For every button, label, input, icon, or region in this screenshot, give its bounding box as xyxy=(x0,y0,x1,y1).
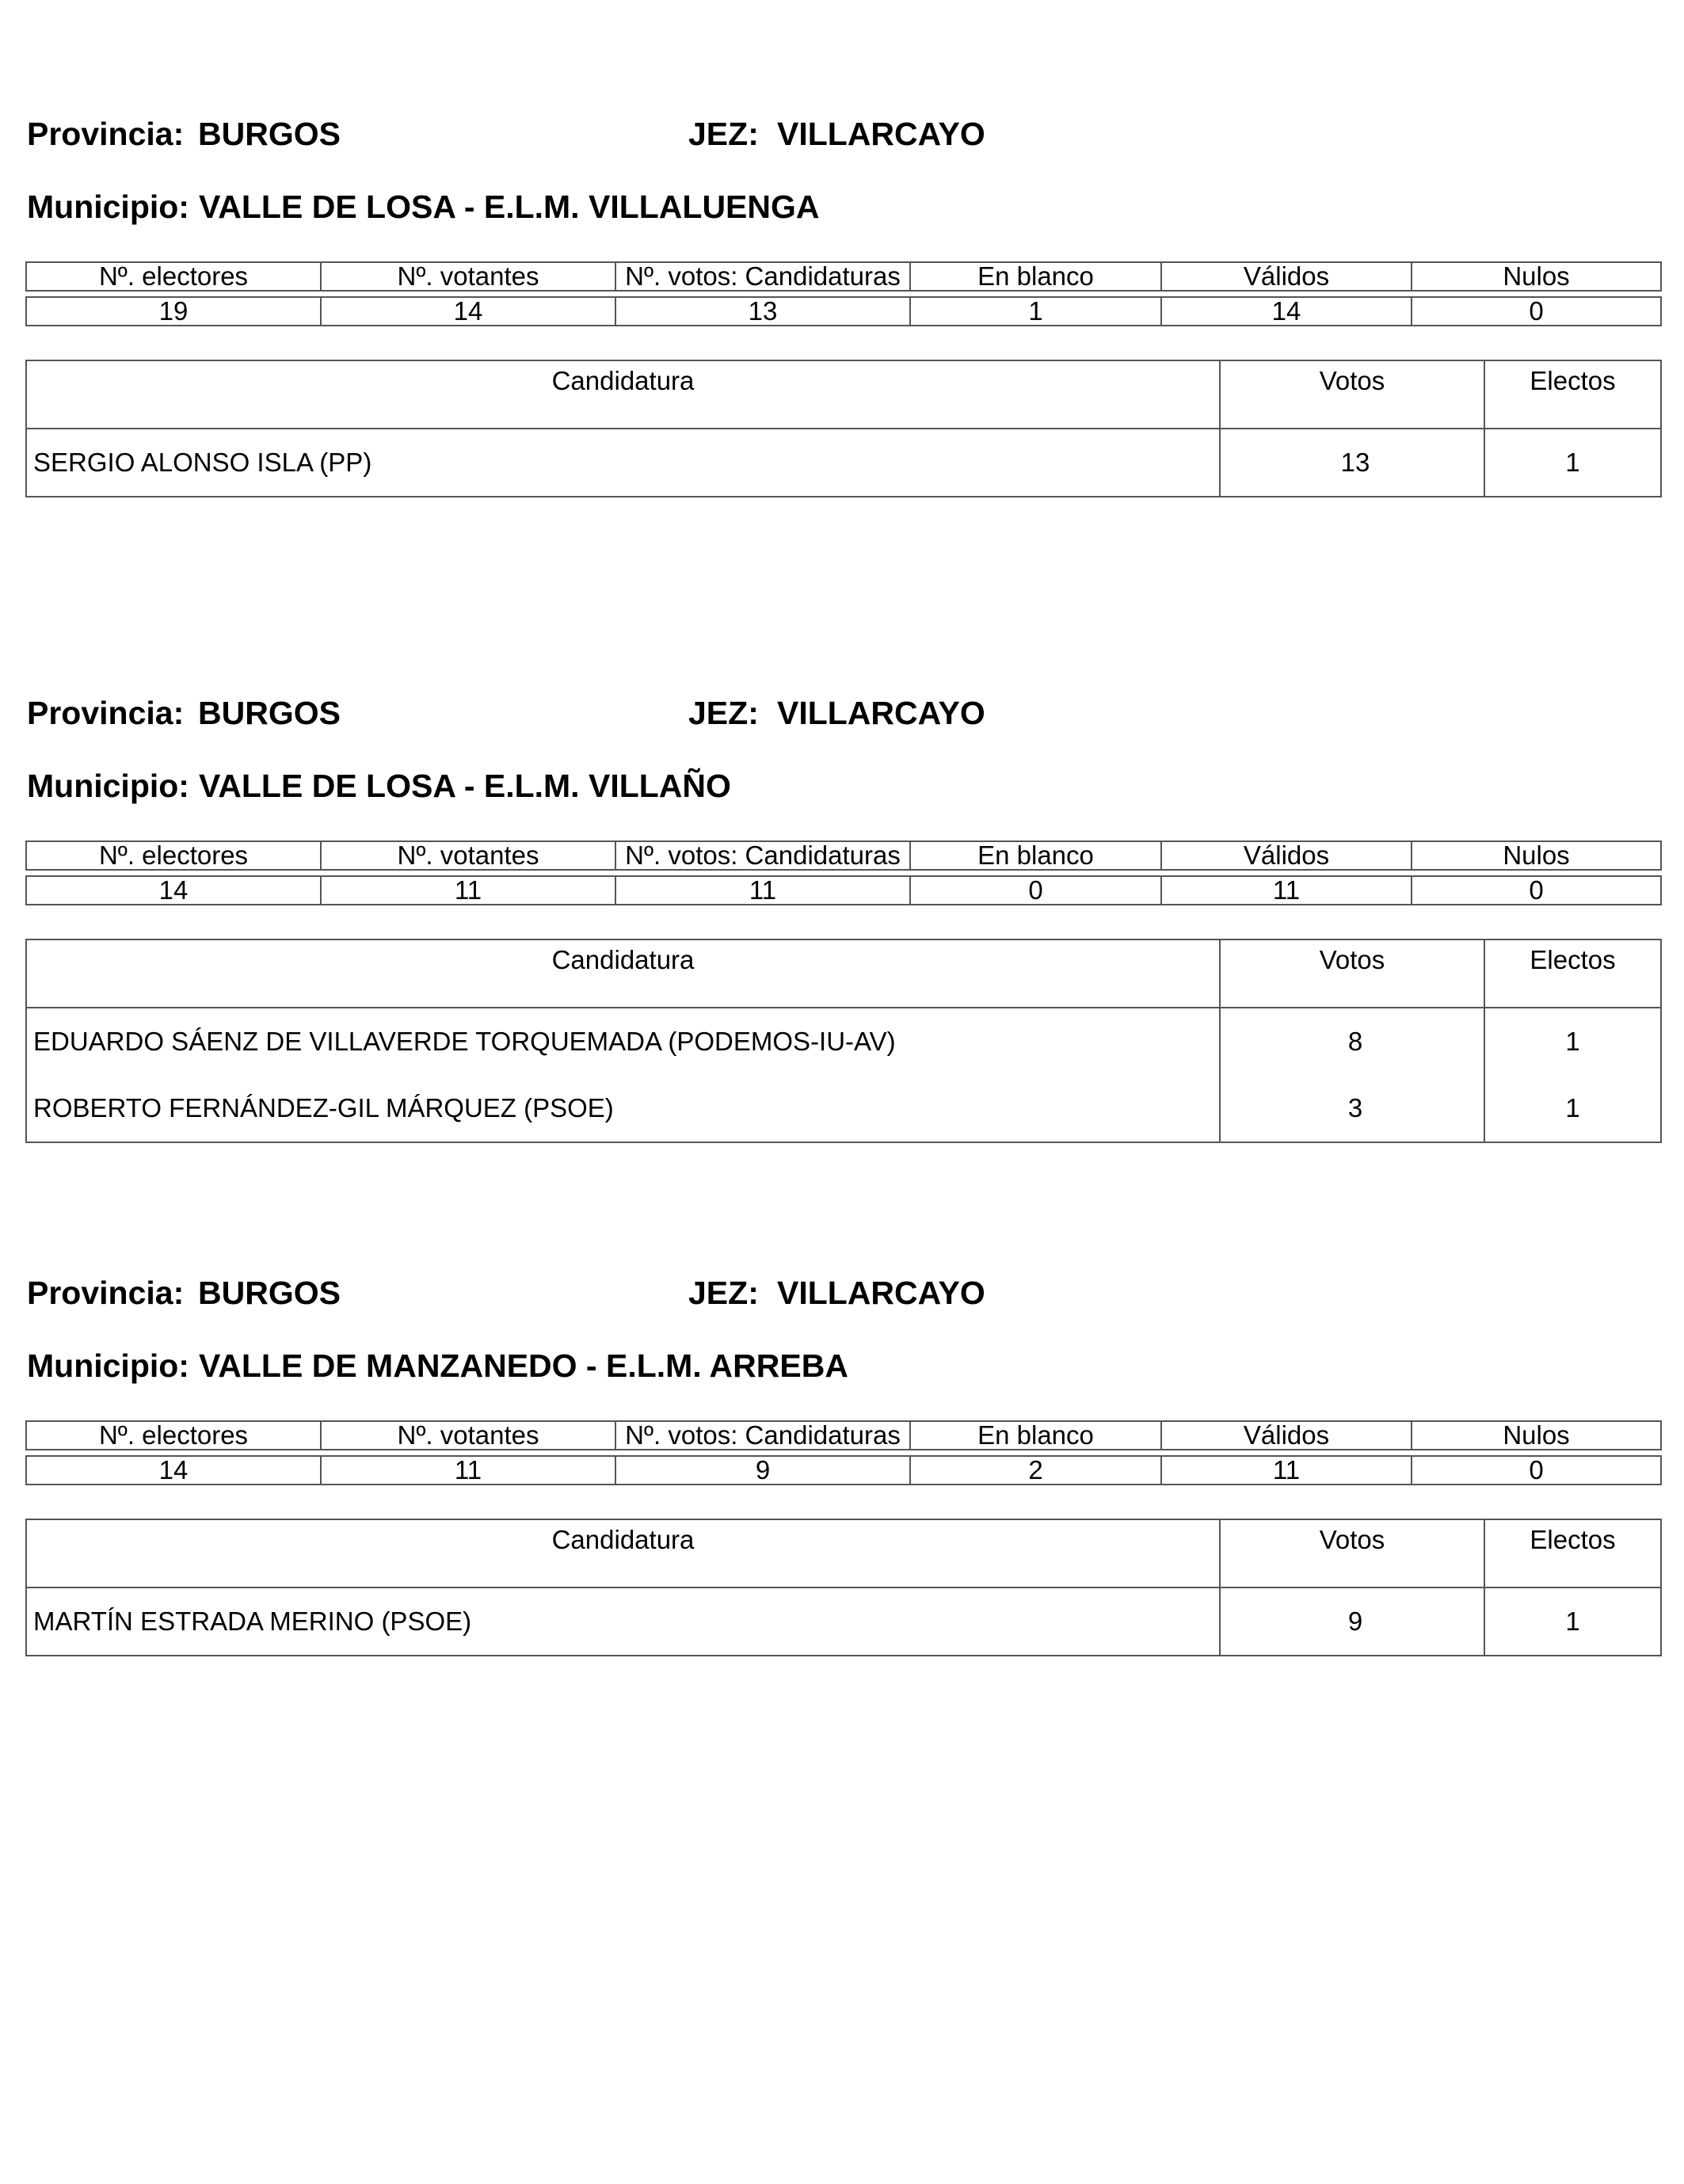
header-votantes: Nº. votantes xyxy=(321,841,615,870)
header-electos: Electos xyxy=(1484,940,1661,1008)
header-en-blanco: En blanco xyxy=(910,262,1161,291)
candidate-name: MARTÍN ESTRADA MERINO (PSOE) xyxy=(26,1587,1220,1656)
value-en-blanco: 2 xyxy=(910,1456,1161,1485)
candidate-electos: 1 xyxy=(1484,1008,1661,1075)
header-electos: Electos xyxy=(1484,360,1661,429)
summary-header-row xyxy=(26,1421,1661,1450)
value-votos-candidaturas: 13 xyxy=(615,297,910,326)
value-validos: 11 xyxy=(1161,876,1412,905)
header-nulos: Nulos xyxy=(1412,262,1661,291)
result-section-arreba xyxy=(25,1275,1660,1636)
jez-value: VILLARCAYO xyxy=(777,1275,985,1311)
candidate-row xyxy=(26,1008,1661,1075)
header-votos: Votos xyxy=(1220,360,1484,429)
header-en-blanco: En blanco xyxy=(910,1421,1161,1450)
value-nulos: 0 xyxy=(1412,297,1661,326)
candidate-electos: 1 xyxy=(1484,1587,1661,1656)
value-electores: 14 xyxy=(26,1456,321,1485)
candidates-table xyxy=(25,360,1662,497)
header-validos: Válidos xyxy=(1161,1421,1412,1450)
summary-header-table xyxy=(25,1420,1662,1450)
municipio-label: Municipio: xyxy=(27,189,189,225)
header-candidatura: Candidatura xyxy=(26,1519,1220,1587)
section-header xyxy=(25,1275,1660,1322)
header-votos: Votos xyxy=(1220,1519,1484,1587)
header-validos: Válidos xyxy=(1161,841,1412,870)
provincia-label: Provincia: xyxy=(27,1275,185,1311)
summary-values-row xyxy=(26,1456,1661,1485)
value-electores: 19 xyxy=(26,297,321,326)
result-section-villaluenga xyxy=(25,116,1660,477)
candidates-table xyxy=(25,939,1662,1143)
provincia-value: BURGOS xyxy=(198,695,341,731)
municipio-label: Municipio: xyxy=(27,1347,189,1384)
summary-header-table xyxy=(25,840,1662,871)
jez-label: JEZ: xyxy=(688,116,759,152)
candidate-electos: 1 xyxy=(1484,1075,1661,1142)
candidate-name: EDUARDO SÁENZ DE VILLAVERDE TORQUEMADA (PODEMOS-IU-AV) xyxy=(26,1008,1220,1075)
header-votantes: Nº. votantes xyxy=(321,1421,615,1450)
header-votos: Votos xyxy=(1220,940,1484,1008)
summary-header-row xyxy=(26,841,1661,870)
header-votantes: Nº. votantes xyxy=(321,262,615,291)
municipio-value: VALLE DE LOSA - E.L.M. VILLAÑO xyxy=(198,768,731,804)
candidate-row xyxy=(26,1587,1661,1656)
value-en-blanco: 1 xyxy=(910,297,1161,326)
summary-values-row xyxy=(26,297,1661,326)
jez-label: JEZ: xyxy=(688,1275,759,1311)
provincia-value: BURGOS xyxy=(198,1275,341,1311)
candidate-votos: 9 xyxy=(1220,1587,1484,1656)
value-validos: 14 xyxy=(1161,297,1412,326)
municipio-heading xyxy=(27,1347,848,1385)
municipio-value: VALLE DE MANZANEDO - E.L.M. ARREBA xyxy=(198,1347,848,1384)
jez-value: VILLARCAYO xyxy=(777,695,985,731)
header-electos: Electos xyxy=(1484,1519,1661,1587)
value-votos-candidaturas: 9 xyxy=(615,1456,910,1485)
summary-header-row xyxy=(26,262,1661,291)
candidate-votos: 8 xyxy=(1220,1008,1484,1075)
municipio-heading xyxy=(27,768,731,805)
header-validos: Válidos xyxy=(1161,262,1412,291)
value-nulos: 0 xyxy=(1412,1456,1661,1485)
header-votos-candidaturas: Nº. votos: Candidaturas xyxy=(615,1421,910,1450)
header-electores: Nº. electores xyxy=(26,841,321,870)
summary-values-table xyxy=(25,875,1662,905)
value-electores: 14 xyxy=(26,876,321,905)
header-en-blanco: En blanco xyxy=(910,841,1161,870)
header-votos-candidaturas: Nº. votos: Candidaturas xyxy=(615,262,910,291)
candidate-row xyxy=(26,429,1661,497)
candidate-votos: 3 xyxy=(1220,1075,1484,1142)
header-nulos: Nulos xyxy=(1412,841,1661,870)
value-votos-candidaturas: 11 xyxy=(615,876,910,905)
municipio-value: VALLE DE LOSA - E.L.M. VILLALUENGA xyxy=(198,189,820,225)
summary-values-row xyxy=(26,876,1661,905)
jez-label: JEZ: xyxy=(688,695,759,731)
result-section-villano xyxy=(25,695,1660,1122)
header-electores: Nº. electores xyxy=(26,1421,321,1450)
section-header xyxy=(25,116,1660,163)
candidates-header-row xyxy=(26,360,1661,429)
header-votos-candidaturas: Nº. votos: Candidaturas xyxy=(615,841,910,870)
section-header xyxy=(25,695,1660,742)
value-nulos: 0 xyxy=(1412,876,1661,905)
candidates-header-row xyxy=(26,1519,1661,1587)
candidate-votos: 13 xyxy=(1220,429,1484,497)
summary-values-table xyxy=(25,1455,1662,1485)
candidate-name: ROBERTO FERNÁNDEZ-GIL MÁRQUEZ (PSOE) xyxy=(26,1075,1220,1142)
summary-header-table xyxy=(25,261,1662,292)
header-candidatura: Candidatura xyxy=(26,940,1220,1008)
header-electores: Nº. electores xyxy=(26,262,321,291)
candidate-row xyxy=(26,1075,1661,1142)
candidates-header-row xyxy=(26,940,1661,1008)
candidate-name: SERGIO ALONSO ISLA (PP) xyxy=(26,429,1220,497)
value-validos: 11 xyxy=(1161,1456,1412,1485)
candidates-table xyxy=(25,1519,1662,1656)
value-votantes: 11 xyxy=(321,876,615,905)
summary-values-table xyxy=(25,296,1662,326)
jez-value: VILLARCAYO xyxy=(777,116,985,152)
value-en-blanco: 0 xyxy=(910,876,1161,905)
municipio-label: Municipio: xyxy=(27,768,189,804)
provincia-label: Provincia: xyxy=(27,116,185,152)
provincia-value: BURGOS xyxy=(198,116,341,152)
header-candidatura: Candidatura xyxy=(26,360,1220,429)
candidate-electos: 1 xyxy=(1484,429,1661,497)
provincia-label: Provincia: xyxy=(27,695,185,731)
municipio-heading xyxy=(27,189,820,226)
value-votantes: 11 xyxy=(321,1456,615,1485)
header-nulos: Nulos xyxy=(1412,1421,1661,1450)
value-votantes: 14 xyxy=(321,297,615,326)
